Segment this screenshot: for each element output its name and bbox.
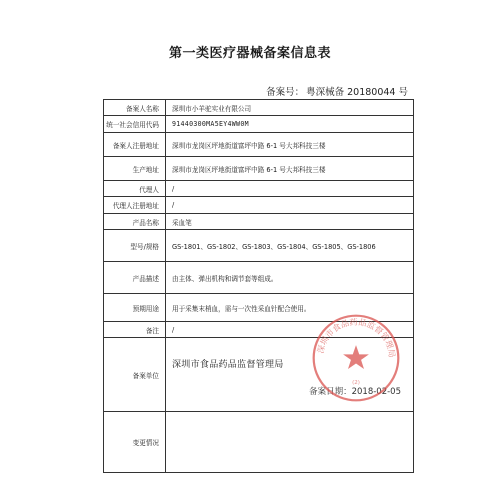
- applicant-name: 深圳市小羊驼实业有限公司: [166, 100, 414, 116]
- filing-unit-name: 深圳市食品药品监督管理局: [172, 360, 284, 370]
- remarks: /: [166, 322, 414, 338]
- change-history: [166, 412, 414, 473]
- record-number-value: 粤深械备 20180044 号: [306, 87, 408, 98]
- filing-info-table: [103, 99, 414, 473]
- table-row: [104, 230, 414, 262]
- agent: /: [166, 181, 414, 197]
- table-row: [104, 197, 414, 214]
- row-label: 产品描述: [104, 262, 166, 294]
- table-row: [104, 338, 414, 412]
- row-label: 备案单位: [104, 338, 166, 412]
- filing-unit-cell: [166, 338, 414, 412]
- seal-lettering: 深圳市食品药品监督管理局: [315, 316, 398, 358]
- row-label: 备案人注册地址: [104, 133, 166, 157]
- row-label: 变更情况: [104, 412, 166, 473]
- row-label: 代理人注册地址: [104, 197, 166, 214]
- filing-date-value: 2018-02-05: [351, 387, 401, 397]
- row-label: 产品名称: [104, 214, 166, 230]
- credit-code: 91440300MA5EY4WW0M: [166, 116, 414, 133]
- production-address: 深圳市龙岗区坪地街道富坪中路 6-1 号大邦科技三楼: [166, 157, 414, 181]
- seal-subtext: (2): [352, 379, 360, 386]
- model-spec: GS-1801、GS-1802、GS-1803、GS-1804、GS-1805、GS-1806: [166, 230, 414, 262]
- product-description: 由主体、弹出机构和调节套等组成。: [166, 262, 414, 294]
- table-row: [104, 133, 414, 157]
- row-label: 预期用途: [104, 294, 166, 322]
- table-row: [104, 100, 414, 116]
- row-label: 备注: [104, 322, 166, 338]
- document-title: 第一类医疗器械备案信息表: [168, 46, 331, 61]
- row-label: 代理人: [104, 181, 166, 197]
- table-row: [104, 322, 414, 338]
- filing-date: [309, 385, 401, 397]
- table-row: [104, 412, 414, 473]
- table-row: [104, 262, 414, 294]
- registered-address: 深圳市龙岗区坪地街道富坪中路 6-1 号大邦科技三楼: [166, 133, 414, 157]
- table-row: [104, 157, 414, 181]
- table-row: [104, 181, 414, 197]
- intended-use: 用于采集末梢血，需与一次性采血针配合使用。: [166, 294, 414, 322]
- row-label: 型号/规格: [104, 230, 166, 262]
- row-label: 备案人名称: [104, 100, 166, 116]
- product-name: 采血笔: [166, 214, 414, 230]
- table-row: [104, 116, 414, 133]
- record-number: [266, 84, 408, 98]
- agent-address: /: [166, 197, 414, 214]
- table-row: [104, 214, 414, 230]
- row-label: 统一社会信用代码: [104, 116, 166, 133]
- table-row: [104, 294, 414, 322]
- filing-date-label: 备案日期：: [309, 387, 352, 397]
- row-label: 生产地址: [104, 157, 166, 181]
- record-number-label: 备案号：: [266, 87, 305, 98]
